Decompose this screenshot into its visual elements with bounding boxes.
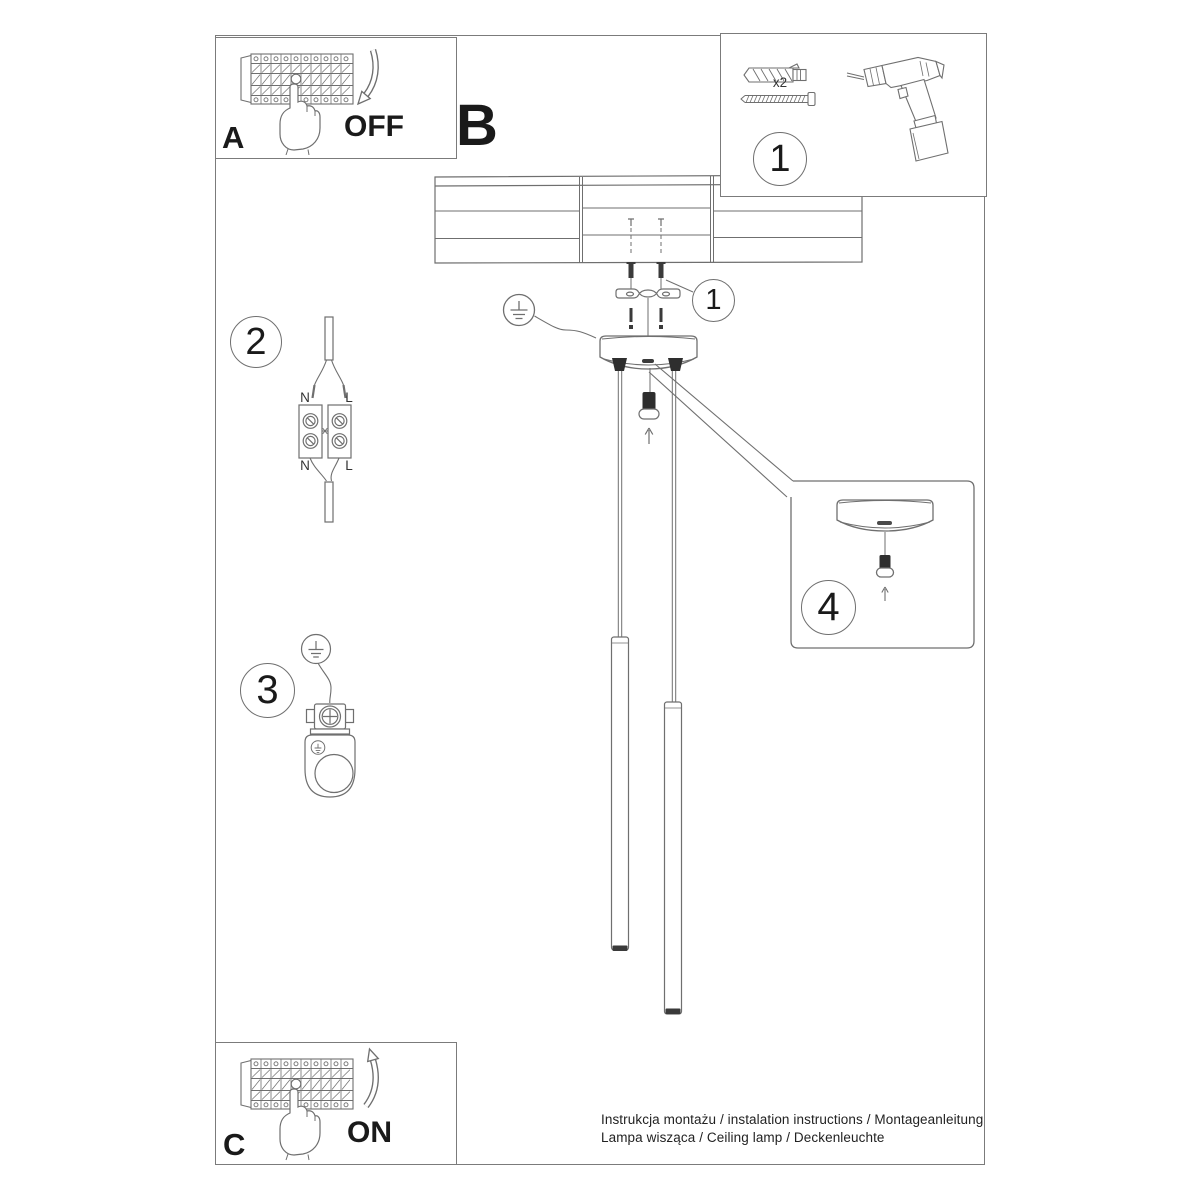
wall-plug-quantity: x2 <box>772 75 788 90</box>
panel-step-a <box>215 37 457 159</box>
step-4-badge <box>801 580 856 635</box>
arrow-up-icon <box>645 428 653 444</box>
supply-cable-top <box>325 317 333 360</box>
pendant-right <box>665 371 682 1014</box>
supply-cable-bottom <box>325 482 333 522</box>
detail-canopy <box>837 500 933 531</box>
step-b-label: B <box>456 93 498 158</box>
pointing-hand-icon <box>280 84 320 155</box>
ground-symbol-small <box>302 635 331 664</box>
detail-leader-lines <box>649 364 793 497</box>
canopy-slot <box>642 359 654 363</box>
strain-relief <box>639 368 659 444</box>
breaker-off-illustration <box>216 38 453 155</box>
live-label-top: L <box>345 390 353 405</box>
step-2-badge <box>230 316 282 368</box>
arrow-down-icon <box>358 50 376 104</box>
ground-leader-line <box>535 316 597 338</box>
arrow-up-icon <box>882 587 888 601</box>
step-c-label: C <box>223 1127 246 1162</box>
step-1-number: 1 <box>769 137 791 180</box>
step-3-badge <box>240 663 295 718</box>
cable-gland-left <box>612 358 627 371</box>
step-1-badge <box>753 132 807 186</box>
breaker-toggle <box>291 74 301 84</box>
arrow-up-icon <box>366 1049 378 1106</box>
ceiling-rose-body <box>305 735 355 797</box>
pendant-left <box>612 371 629 951</box>
callout-1-number: 1 <box>705 284 722 316</box>
ground-terminal <box>307 704 354 734</box>
neutral-label-bottom: N <box>300 458 310 473</box>
canopy <box>600 336 697 371</box>
footer-instructions-line: Instrukcja montażu / instalation instructions / Montageanleitung <box>601 1112 984 1127</box>
drill-icon <box>847 58 948 162</box>
mounting-screw-icon <box>741 93 815 106</box>
wiring-diagram <box>299 317 351 522</box>
footer-product-line: Lampa wisząca / Ceiling lamp / Deckenleuchte <box>601 1130 885 1145</box>
pilot-mark-left <box>628 219 634 226</box>
live-label-bottom: L <box>345 458 353 473</box>
step-3-number: 3 <box>256 668 279 712</box>
panel-step-1-hardware <box>720 33 987 197</box>
mounting-assembly <box>616 219 693 336</box>
breaker-on-illustration <box>216 1043 453 1161</box>
pointing-hand-icon <box>280 1089 320 1160</box>
breaker-toggle <box>291 1079 301 1089</box>
ground-connection <box>302 635 356 798</box>
panel-step-c <box>215 1042 457 1165</box>
mounting-bracket <box>616 289 680 298</box>
step-4-number: 4 <box>817 585 840 629</box>
ground-symbol <box>504 295 597 339</box>
step-a-label: A <box>222 120 245 155</box>
neutral-label-top: N <box>300 390 310 405</box>
step-2-number: 2 <box>245 320 267 363</box>
callout-1-badge <box>692 279 735 322</box>
off-label: OFF <box>344 110 404 143</box>
pilot-mark-right <box>658 219 664 226</box>
cable-gland-right <box>668 358 683 371</box>
on-label: ON <box>347 1116 392 1149</box>
detail-strain-relief <box>877 555 894 601</box>
terminal-block <box>299 405 351 458</box>
